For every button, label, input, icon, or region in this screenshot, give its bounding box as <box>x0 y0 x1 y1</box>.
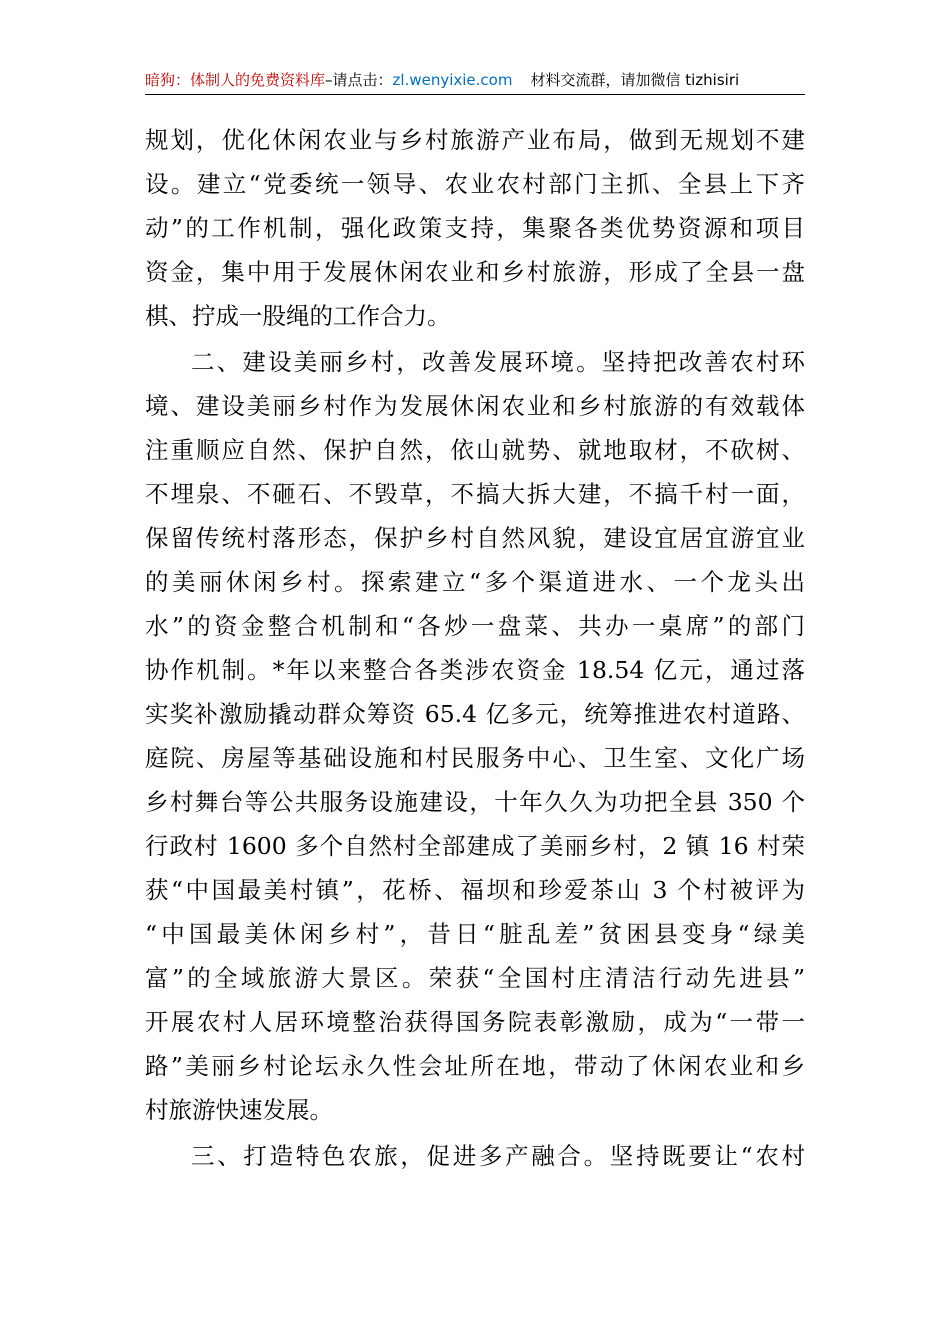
body-line: 开展农村人居环境整治获得国务院表彰激励，成为“一带一 <box>145 1008 805 1036</box>
header-contact: 材料交流群，请加微信 tizhisiri <box>530 71 740 89</box>
body-line: 保留传统村落形态，保护乡村自然风貌，建设宜居宜游宜业 <box>145 524 805 552</box>
body-line: 不埋泉、不砸石、不毁草，不搞大拆大建，不搞千村一面， <box>145 480 805 508</box>
body-line: 注重顺应自然、保护自然，依山就势、就地取材，不砍树、 <box>145 436 805 464</box>
section-heading-line: 三、打造特色农旅，促进多产融合。坚持既要让“农村 <box>191 1142 805 1170</box>
body-line: 设。建立“党委统一领导、农业农村部门主抓、全县上下齐 <box>145 170 805 198</box>
body-line: 实奖补激励撬动群众筹资 65.4 亿多元，统筹推进农村道路、 <box>145 700 805 728</box>
body-line: 路”美丽乡村论坛永久性会址所在地，带动了休闲农业和乡 <box>145 1052 805 1080</box>
body-line: 境、建设美丽乡村作为发展休闲农业和乡村旅游的有效载体 <box>145 392 805 420</box>
body-line: 获“中国最美村镇”，花桥、福坝和珍爱茶山 3 个村被评为 <box>145 876 805 904</box>
section-heading-line: 二、建设美丽乡村，改善发展环境。坚持把改善农村环 <box>191 348 805 376</box>
body-line: 的美丽休闲乡村。探索建立“多个渠道进水、一个龙头出 <box>145 568 805 596</box>
body-line: 富”的全域旅游大景区。荣获“全国村庄清洁行动先进县” <box>145 964 805 992</box>
header-url-link[interactable]: zl.wenyixie.com <box>392 71 513 89</box>
body-line: 规划，优化休闲农业与乡村旅游产业布局，做到无规划不建 <box>145 126 805 154</box>
body-line: 庭院、房屋等基础设施和村民服务中心、卫生室、文化广场 <box>145 744 805 772</box>
body-line: 协作机制。*年以来整合各类涉农资金 18.54 亿元，通过落 <box>145 656 805 684</box>
body-line: 行政村 1600 多个自然村全部建成了美丽乡村，2 镇 16 村荣 <box>145 832 805 860</box>
body-line: 村旅游快速发展。 <box>145 1096 333 1124</box>
body-line: 棋、拧成一股绳的工作合力。 <box>145 302 451 330</box>
body-line: 乡村舞台等公共服务设施建设，十年久久为功把全县 350 个 <box>145 788 805 816</box>
page-header <box>145 66 805 95</box>
header-click-prefix: –请点击： <box>325 71 393 89</box>
header-brand: 暗狗：体制人的免费资料库 <box>145 71 326 89</box>
body-line: 资金，集中用于发展休闲农业和乡村旅游，形成了全县一盘 <box>145 258 805 286</box>
body-line: 动”的工作机制，强化政策支持，集聚各类优势资源和项目 <box>145 214 805 242</box>
body-line: “中国最美休闲乡村”，昔日“脏乱差”贫困县变身“绿美 <box>145 920 805 948</box>
body-line: 水”的资金整合机制和“各炒一盘菜、共办一桌席”的部门 <box>145 612 805 640</box>
